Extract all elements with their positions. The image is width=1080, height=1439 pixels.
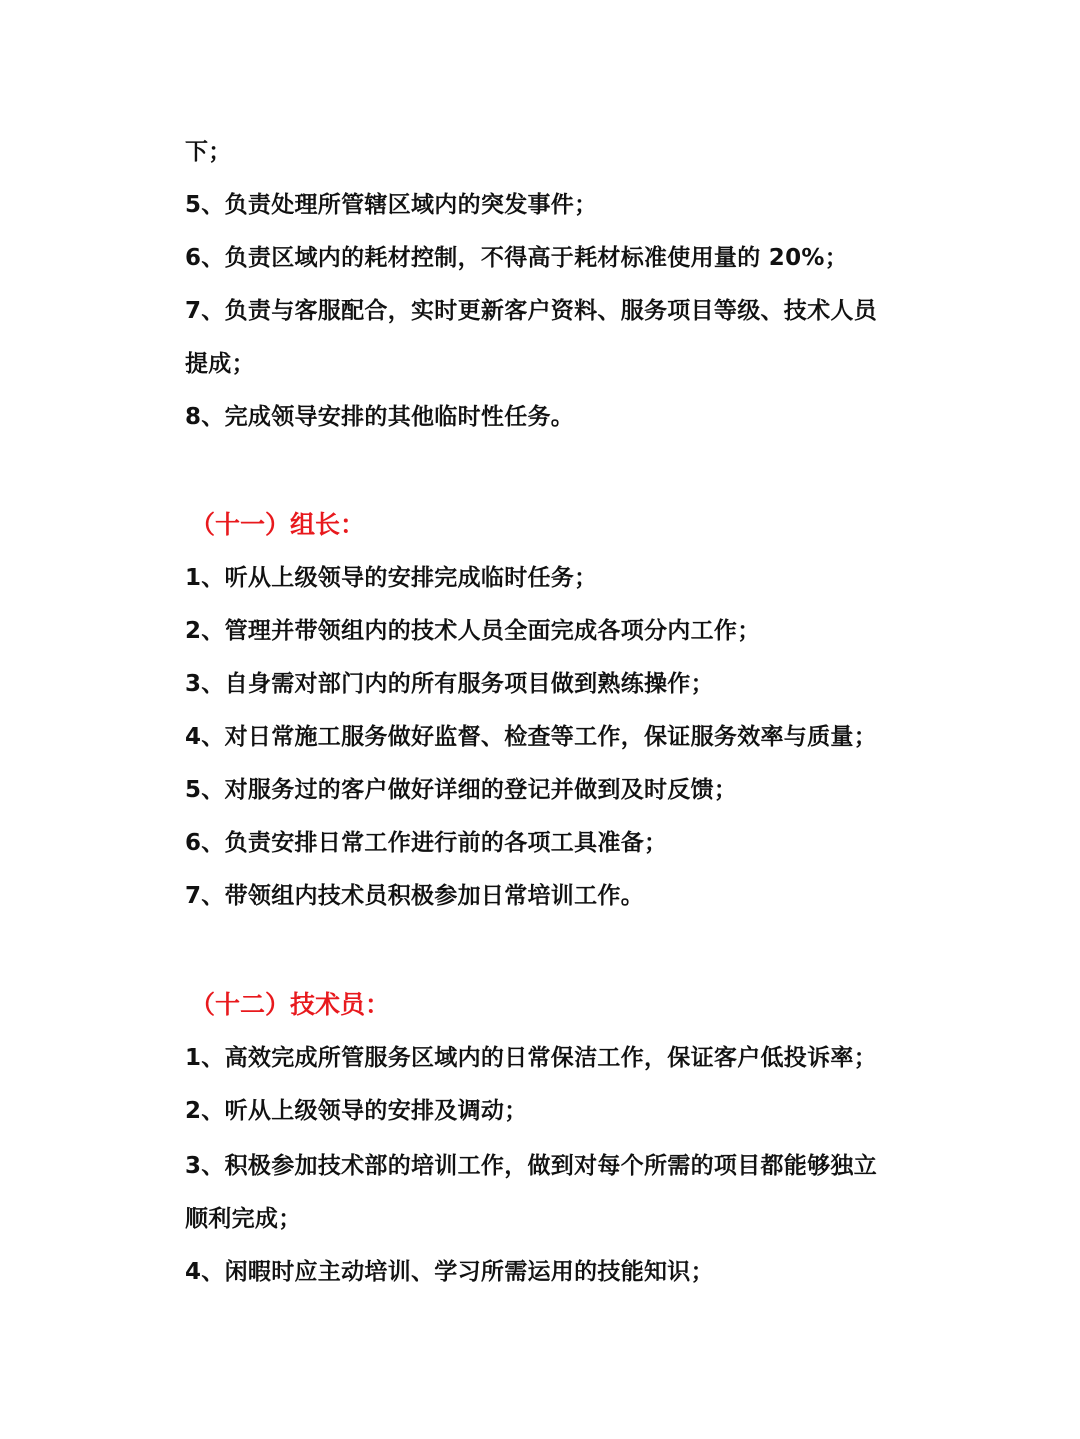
duty-line: 4、闲暇时应主动培训、学习所需运用的技能知识； bbox=[185, 1259, 714, 1285]
duty-line: 3、自身需对部门内的所有服务项目做到熟练操作； bbox=[185, 671, 714, 697]
duty-line: 1、听从上级领导的安排完成临时任务； bbox=[185, 565, 598, 591]
duty-line: 5、对服务过的客户做好详细的登记并做到及时反馈； bbox=[185, 777, 738, 803]
duty-line: 6、负责安排日常工作进行前的各项工具准备； bbox=[185, 830, 668, 856]
duty-line: 6、负责区域内的耗材控制，不得高于耗材标准使用量的 20%； bbox=[185, 245, 849, 271]
duty-line: 5、负责处理所管辖区域内的突发事件； bbox=[185, 192, 598, 218]
duty-line: 3、积极参加技术部的培训工作，做到对每个所需的项目都能够独立 bbox=[185, 1153, 878, 1179]
duty-line: 8、完成领导安排的其他临时性任务。 bbox=[185, 404, 575, 430]
duty-line: 下； bbox=[185, 139, 232, 165]
duty-line: 7、负责与客服配合，实时更新客户资料、服务项目等级、技术人员 bbox=[185, 298, 878, 324]
duty-line: 4、对日常施工服务做好监督、检查等工作，保证服务效率与质量； bbox=[185, 724, 878, 750]
section-heading-technician: （十二）技术员： bbox=[190, 990, 391, 1019]
duty-line: 提成； bbox=[185, 351, 255, 377]
duty-line: 2、听从上级领导的安排及调动； bbox=[185, 1098, 528, 1124]
duty-line: 1、高效完成所管服务区域内的日常保洁工作，保证客户低投诉率； bbox=[185, 1045, 878, 1071]
section-heading-team-leader: （十一）组长： bbox=[190, 510, 366, 539]
duty-line: 2、管理并带领组内的技术人员全面完成各项分内工作； bbox=[185, 618, 761, 644]
duty-line: 7、带领组内技术员积极参加日常培训工作。 bbox=[185, 883, 645, 909]
duty-line: 顺利完成； bbox=[185, 1206, 302, 1232]
